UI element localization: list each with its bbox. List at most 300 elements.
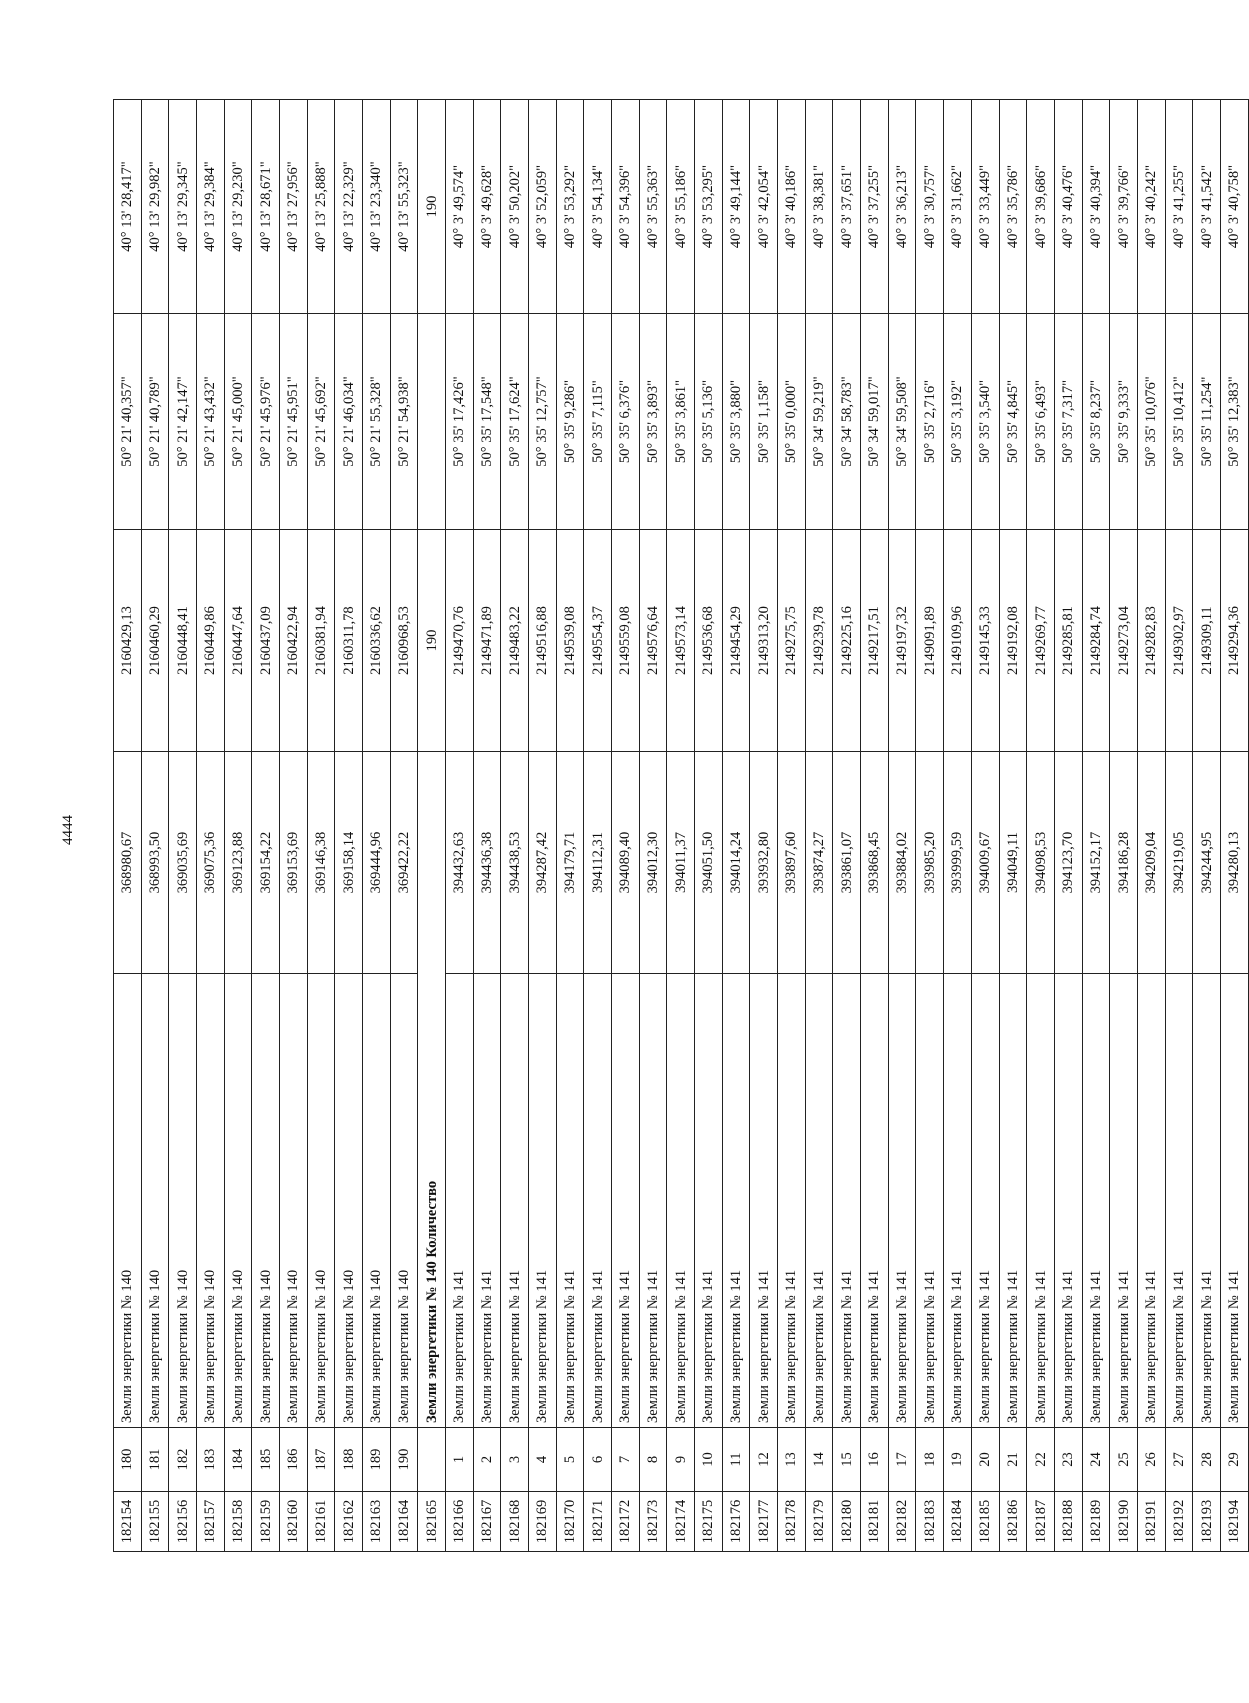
latitude-cell: 50° 35' 11,254" (1193, 314, 1221, 530)
longitude-cell: 40° 3' 50,202" (501, 100, 529, 314)
summary-count-cell: 190 (418, 530, 446, 752)
latitude-cell: 50° 35' 9,333" (1110, 314, 1138, 530)
point-number-cell: 11 (722, 1428, 750, 1492)
longitude-cell: 40° 13' 27,956" (280, 100, 308, 314)
latitude-cell: 50° 35' 10,076" (1137, 314, 1165, 530)
latitude-cell: 50° 35' 17,548" (473, 314, 501, 530)
longitude-cell: 40° 13' 29,230" (224, 100, 252, 314)
point-number-cell: 181 (141, 1428, 169, 1492)
table-row (363, 100, 391, 1552)
latitude-cell: 50° 35' 0,000" (778, 314, 806, 530)
point-number-cell: 19 (944, 1428, 972, 1492)
y-coordinate-cell: 2160968,53 (390, 530, 418, 752)
y-coordinate-cell: 2160437,09 (252, 530, 280, 752)
row-id-cell: 182170 (556, 1492, 584, 1552)
x-coordinate-cell: 368993,50 (141, 752, 169, 974)
x-coordinate-cell: 369075,36 (197, 752, 225, 974)
y-coordinate-cell: 2149109,96 (944, 530, 972, 752)
latitude-cell: 50° 21' 40,789" (141, 314, 169, 530)
longitude-cell: 40° 3' 33,449" (971, 100, 999, 314)
longitude-cell: 40° 13' 55,323" (390, 100, 418, 314)
table-row (390, 100, 418, 1552)
point-number-cell: 188 (335, 1428, 363, 1492)
table-row (252, 100, 280, 1552)
row-id-cell: 182162 (335, 1492, 363, 1552)
row-id-cell: 182175 (695, 1492, 723, 1552)
y-coordinate-cell: 2160381,94 (307, 530, 335, 752)
point-number-cell: 14 (805, 1428, 833, 1492)
latitude-cell: 50° 34' 59,219" (805, 314, 833, 530)
row-id-cell: 182167 (473, 1492, 501, 1552)
table-row (556, 100, 584, 1552)
longitude-cell: 40° 3' 49,144" (722, 100, 750, 314)
summary-label-cell: Земли энергетики № 140 Количество (418, 752, 446, 1428)
land-category-cell: Земли энергетики № 141 (1110, 974, 1138, 1428)
land-category-cell: Земли энергетики № 140 (252, 974, 280, 1428)
latitude-cell: 50° 35' 9,286" (556, 314, 584, 530)
latitude-cell: 50° 35' 7,115" (584, 314, 612, 530)
x-coordinate-cell: 393932,80 (750, 752, 778, 974)
land-category-cell: Земли энергетики № 141 (750, 974, 778, 1428)
land-category-cell: Земли энергетики № 141 (944, 974, 972, 1428)
latitude-cell: 50° 21' 45,976" (252, 314, 280, 530)
land-category-cell: Земли энергетики № 141 (584, 974, 612, 1428)
x-coordinate-cell: 394186,28 (1110, 752, 1138, 974)
table-row (916, 100, 944, 1552)
table-row (473, 100, 501, 1552)
y-coordinate-cell: 2149269,77 (1027, 530, 1055, 752)
land-category-cell: Земли энергетики № 141 (1027, 974, 1055, 1428)
longitude-cell: 40° 3' 49,574" (446, 100, 474, 314)
table-row (307, 100, 335, 1552)
table-row (529, 100, 557, 1552)
row-id-cell: 182186 (999, 1492, 1027, 1552)
longitude-cell: 40° 3' 40,758" (1220, 100, 1248, 314)
table-row (280, 100, 308, 1552)
x-coordinate-cell: 369444,96 (363, 752, 391, 974)
x-coordinate-cell: 393985,20 (916, 752, 944, 974)
y-coordinate-cell: 2149554,37 (584, 530, 612, 752)
land-category-cell: Земли энергетики № 140 (335, 974, 363, 1428)
row-id-cell: 182191 (1137, 1492, 1165, 1552)
x-coordinate-cell: 393868,45 (861, 752, 889, 974)
x-coordinate-cell: 368980,67 (114, 752, 142, 974)
x-coordinate-cell: 394244,95 (1193, 752, 1221, 974)
land-category-cell: Земли энергетики № 141 (1082, 974, 1110, 1428)
latitude-cell: 50° 35' 17,426" (446, 314, 474, 530)
y-coordinate-cell: 2149197,32 (888, 530, 916, 752)
longitude-cell: 40° 3' 42,054" (750, 100, 778, 314)
latitude-cell: 50° 35' 3,192" (944, 314, 972, 530)
longitude-cell: 40° 3' 55,363" (639, 100, 667, 314)
x-coordinate-cell: 394287,42 (529, 752, 557, 974)
row-id-cell: 182163 (363, 1492, 391, 1552)
table-row (1054, 100, 1082, 1552)
longitude-cell: 40° 3' 53,295" (695, 100, 723, 314)
table-row (1165, 100, 1193, 1552)
latitude-cell: 50° 35' 3,893" (639, 314, 667, 530)
y-coordinate-cell: 2149536,68 (695, 530, 723, 752)
row-id-cell: 182172 (612, 1492, 640, 1552)
table-row (667, 100, 695, 1552)
summary-row (418, 100, 446, 1552)
x-coordinate-cell: 394011,37 (667, 752, 695, 974)
land-category-cell: Земли энергетики № 141 (805, 974, 833, 1428)
table-row (612, 100, 640, 1552)
row-id-cell: 182166 (446, 1492, 474, 1552)
latitude-cell: 50° 35' 6,493" (1027, 314, 1055, 530)
table-row (750, 100, 778, 1552)
x-coordinate-cell: 394123,70 (1054, 752, 1082, 974)
y-coordinate-cell: 2160311,78 (335, 530, 363, 752)
latitude-cell: 50° 35' 3,861" (667, 314, 695, 530)
y-coordinate-cell: 2149454,29 (722, 530, 750, 752)
x-coordinate-cell: 394089,40 (612, 752, 640, 974)
table-row (197, 100, 225, 1552)
land-category-cell: Земли энергетики № 141 (473, 974, 501, 1428)
table-row (722, 100, 750, 1552)
x-coordinate-cell: 369035,69 (169, 752, 197, 974)
row-id-cell: 182183 (916, 1492, 944, 1552)
row-id-cell: 182157 (197, 1492, 225, 1552)
y-coordinate-cell: 2149145,33 (971, 530, 999, 752)
point-number-cell: 23 (1054, 1428, 1082, 1492)
row-id-cell: 182178 (778, 1492, 806, 1552)
point-number-cell: 3 (501, 1428, 529, 1492)
table-row (446, 100, 474, 1552)
land-category-cell: Земли энергетики № 141 (971, 974, 999, 1428)
land-category-cell: Земли энергетики № 141 (639, 974, 667, 1428)
row-id-cell: 182171 (584, 1492, 612, 1552)
table-row (141, 100, 169, 1552)
y-coordinate-cell: 2160447,64 (224, 530, 252, 752)
table-row (999, 100, 1027, 1552)
row-id-cell: 182185 (971, 1492, 999, 1552)
point-number-cell: 2 (473, 1428, 501, 1492)
land-category-cell: Земли энергетики № 141 (833, 974, 861, 1428)
point-number-cell: 12 (750, 1428, 778, 1492)
x-coordinate-cell: 394009,67 (971, 752, 999, 974)
row-id-cell: 182190 (1110, 1492, 1138, 1552)
page-number: 4444 (60, 815, 76, 845)
longitude-cell: 40° 3' 38,381" (805, 100, 833, 314)
latitude-cell: 50° 35' 17,624" (501, 314, 529, 530)
x-coordinate-cell: 393999,59 (944, 752, 972, 974)
y-coordinate-cell: 2149294,36 (1220, 530, 1248, 752)
land-category-cell: Земли энергетики № 141 (501, 974, 529, 1428)
table-row (1027, 100, 1055, 1552)
longitude-cell: 40° 3' 30,757" (916, 100, 944, 314)
point-number-cell: 29 (1220, 1428, 1248, 1492)
x-coordinate-cell: 394051,50 (695, 752, 723, 974)
point-number-cell: 180 (114, 1428, 142, 1492)
coordinates-table (113, 99, 1249, 1552)
table-row (169, 100, 197, 1552)
row-id-cell: 182158 (224, 1492, 252, 1552)
row-id-cell: 182173 (639, 1492, 667, 1552)
longitude-cell: 40° 13' 22,329" (335, 100, 363, 314)
summary-count-cell: 190 (418, 100, 446, 314)
point-number-cell: 26 (1137, 1428, 1165, 1492)
land-category-cell: Земли энергетики № 141 (999, 974, 1027, 1428)
longitude-cell: 40° 3' 37,255" (861, 100, 889, 314)
table-row (833, 100, 861, 1552)
row-id-cell: 182165 (418, 1492, 446, 1552)
land-category-cell: Земли энергетики № 140 (280, 974, 308, 1428)
longitude-cell: 40° 3' 49,628" (473, 100, 501, 314)
row-id-cell: 182182 (888, 1492, 916, 1552)
x-coordinate-cell: 369154,22 (252, 752, 280, 974)
longitude-cell: 40° 3' 39,766" (1110, 100, 1138, 314)
point-number-cell: 187 (307, 1428, 335, 1492)
longitude-cell: 40° 3' 40,476" (1054, 100, 1082, 314)
land-category-cell: Земли энергетики № 141 (1220, 974, 1248, 1428)
longitude-cell: 40° 3' 41,255" (1165, 100, 1193, 314)
x-coordinate-cell: 394209,04 (1137, 752, 1165, 974)
y-coordinate-cell: 2149516,88 (529, 530, 557, 752)
y-coordinate-cell: 2160460,29 (141, 530, 169, 752)
y-coordinate-cell: 2149217,51 (861, 530, 889, 752)
point-number-cell: 1 (446, 1428, 474, 1492)
point-number-cell: 182 (169, 1428, 197, 1492)
row-id-cell: 182168 (501, 1492, 529, 1552)
land-category-cell: Земли энергетики № 141 (529, 974, 557, 1428)
land-category-cell: Земли энергетики № 140 (390, 974, 418, 1428)
longitude-cell: 40° 3' 52,059" (529, 100, 557, 314)
land-category-cell: Земли энергетики № 140 (169, 974, 197, 1428)
y-coordinate-cell: 2149285,81 (1054, 530, 1082, 752)
row-id-cell: 182154 (114, 1492, 142, 1552)
land-category-cell: Земли энергетики № 141 (667, 974, 695, 1428)
land-category-cell: Земли энергетики № 141 (888, 974, 916, 1428)
table-row (805, 100, 833, 1552)
y-coordinate-cell: 2149483,22 (501, 530, 529, 752)
point-number-cell: 15 (833, 1428, 861, 1492)
land-category-cell: Земли энергетики № 141 (1054, 974, 1082, 1428)
x-coordinate-cell: 393884,02 (888, 752, 916, 974)
longitude-cell: 40° 3' 40,242" (1137, 100, 1165, 314)
row-id-cell: 182187 (1027, 1492, 1055, 1552)
latitude-cell: 50° 21' 45,951" (280, 314, 308, 530)
longitude-cell: 40° 13' 28,417" (114, 100, 142, 314)
point-number-cell: 190 (390, 1428, 418, 1492)
y-coordinate-cell: 2149576,64 (639, 530, 667, 752)
latitude-cell: 50° 35' 10,412" (1165, 314, 1193, 530)
point-number-cell: 6 (584, 1428, 612, 1492)
latitude-cell: 50° 21' 54,938" (390, 314, 418, 530)
y-coordinate-cell: 2149471,89 (473, 530, 501, 752)
point-number-cell: 186 (280, 1428, 308, 1492)
row-id-cell: 182164 (390, 1492, 418, 1552)
x-coordinate-cell: 394012,30 (639, 752, 667, 974)
table-row (114, 100, 142, 1552)
land-category-cell: Земли энергетики № 141 (722, 974, 750, 1428)
land-category-cell: Земли энергетики № 141 (612, 974, 640, 1428)
row-id-cell: 182192 (1165, 1492, 1193, 1552)
table-row (639, 100, 667, 1552)
table-row (1082, 100, 1110, 1552)
land-category-cell: Земли энергетики № 141 (446, 974, 474, 1428)
longitude-cell: 40° 13' 29,384" (197, 100, 225, 314)
point-number-cell: 184 (224, 1428, 252, 1492)
x-coordinate-cell: 393874,27 (805, 752, 833, 974)
longitude-cell: 40° 3' 36,213" (888, 100, 916, 314)
latitude-cell: 50° 35' 12,757" (529, 314, 557, 530)
point-number-cell (418, 1428, 446, 1492)
row-id-cell: 182155 (141, 1492, 169, 1552)
land-category-cell: Земли энергетики № 141 (1165, 974, 1193, 1428)
x-coordinate-cell: 369158,14 (335, 752, 363, 974)
y-coordinate-cell: 2149275,75 (778, 530, 806, 752)
table-body (114, 100, 1249, 1552)
longitude-cell: 40° 3' 54,134" (584, 100, 612, 314)
point-number-cell: 5 (556, 1428, 584, 1492)
x-coordinate-cell: 393897,60 (778, 752, 806, 974)
land-category-cell: Земли энергетики № 141 (861, 974, 889, 1428)
point-number-cell: 8 (639, 1428, 667, 1492)
x-coordinate-cell: 394112,31 (584, 752, 612, 974)
point-number-cell: 28 (1193, 1428, 1221, 1492)
point-number-cell: 7 (612, 1428, 640, 1492)
longitude-cell: 40° 3' 54,396" (612, 100, 640, 314)
x-coordinate-cell: 394436,38 (473, 752, 501, 974)
x-coordinate-cell: 394152,17 (1082, 752, 1110, 974)
point-number-cell: 189 (363, 1428, 391, 1492)
point-number-cell: 22 (1027, 1428, 1055, 1492)
latitude-cell: 50° 35' 4,845" (999, 314, 1027, 530)
table-row (1110, 100, 1138, 1552)
table-row (224, 100, 252, 1552)
land-category-cell: Земли энергетики № 141 (1137, 974, 1165, 1428)
latitude-cell: 50° 35' 3,880" (722, 314, 750, 530)
land-category-cell: Земли энергетики № 141 (695, 974, 723, 1428)
longitude-cell: 40° 3' 55,186" (667, 100, 695, 314)
point-number-cell: 20 (971, 1428, 999, 1492)
y-coordinate-cell: 2160422,94 (280, 530, 308, 752)
row-id-cell: 182176 (722, 1492, 750, 1552)
y-coordinate-cell: 2149302,97 (1165, 530, 1193, 752)
row-id-cell: 182181 (861, 1492, 889, 1552)
row-id-cell: 182180 (833, 1492, 861, 1552)
y-coordinate-cell: 2160449,86 (197, 530, 225, 752)
point-number-cell: 24 (1082, 1428, 1110, 1492)
longitude-cell: 40° 3' 40,186" (778, 100, 806, 314)
y-coordinate-cell: 2149091,89 (916, 530, 944, 752)
table-row (1193, 100, 1221, 1552)
row-id-cell: 182194 (1220, 1492, 1248, 1552)
x-coordinate-cell: 394014,24 (722, 752, 750, 974)
longitude-cell: 40° 3' 39,686" (1027, 100, 1055, 314)
latitude-cell: 50° 35' 6,376" (612, 314, 640, 530)
latitude-cell: 50° 21' 43,432" (197, 314, 225, 530)
y-coordinate-cell: 2160429,13 (114, 530, 142, 752)
x-coordinate-cell: 394280,13 (1220, 752, 1248, 974)
coordinates-table-container (113, 100, 1249, 1552)
longitude-cell: 40° 13' 29,345" (169, 100, 197, 314)
latitude-cell: 50° 35' 2,716" (916, 314, 944, 530)
row-id-cell: 182156 (169, 1492, 197, 1552)
point-number-cell: 10 (695, 1428, 723, 1492)
x-coordinate-cell: 394179,71 (556, 752, 584, 974)
y-coordinate-cell: 2149192,08 (999, 530, 1027, 752)
point-number-cell: 18 (916, 1428, 944, 1492)
table-row (1220, 100, 1248, 1552)
row-id-cell: 182160 (280, 1492, 308, 1552)
row-id-cell: 182169 (529, 1492, 557, 1552)
latitude-cell: 50° 21' 55,328" (363, 314, 391, 530)
y-coordinate-cell: 2149225,16 (833, 530, 861, 752)
point-number-cell: 21 (999, 1428, 1027, 1492)
x-coordinate-cell: 394432,63 (446, 752, 474, 974)
latitude-cell: 50° 21' 45,692" (307, 314, 335, 530)
x-coordinate-cell: 394219,05 (1165, 752, 1193, 974)
row-id-cell: 182174 (667, 1492, 695, 1552)
land-category-cell: Земли энергетики № 141 (916, 974, 944, 1428)
point-number-cell: 4 (529, 1428, 557, 1492)
y-coordinate-cell: 2149282,83 (1137, 530, 1165, 752)
y-coordinate-cell: 2149284,74 (1082, 530, 1110, 752)
longitude-cell: 40° 3' 40,394" (1082, 100, 1110, 314)
land-category-cell: Земли энергетики № 140 (363, 974, 391, 1428)
point-number-cell: 17 (888, 1428, 916, 1492)
x-coordinate-cell: 393861,07 (833, 752, 861, 974)
y-coordinate-cell: 2160336,62 (363, 530, 391, 752)
longitude-cell: 40° 3' 53,292" (556, 100, 584, 314)
point-number-cell: 27 (1165, 1428, 1193, 1492)
table-row (335, 100, 363, 1552)
table-row (501, 100, 529, 1552)
row-id-cell: 182189 (1082, 1492, 1110, 1552)
land-category-cell: Земли энергетики № 140 (224, 974, 252, 1428)
latitude-cell: 50° 34' 58,783" (833, 314, 861, 530)
land-category-cell: Земли энергетики № 141 (556, 974, 584, 1428)
land-category-cell: Земли энергетики № 140 (141, 974, 169, 1428)
land-category-cell: Земли энергетики № 140 (307, 974, 335, 1428)
latitude-cell: 50° 21' 46,034" (335, 314, 363, 530)
land-category-cell: Земли энергетики № 141 (778, 974, 806, 1428)
y-coordinate-cell: 2149539,08 (556, 530, 584, 752)
point-number-cell: 183 (197, 1428, 225, 1492)
point-number-cell: 16 (861, 1428, 889, 1492)
longitude-cell: 40° 13' 28,671" (252, 100, 280, 314)
y-coordinate-cell: 2149573,14 (667, 530, 695, 752)
latitude-cell: 50° 35' 12,383" (1220, 314, 1248, 530)
x-coordinate-cell: 369153,69 (280, 752, 308, 974)
point-number-cell: 13 (778, 1428, 806, 1492)
table-row (584, 100, 612, 1552)
y-coordinate-cell: 2160448,41 (169, 530, 197, 752)
y-coordinate-cell: 2149559,08 (612, 530, 640, 752)
longitude-cell: 40° 13' 23,340" (363, 100, 391, 314)
land-category-cell: Земли энергетики № 141 (1193, 974, 1221, 1428)
longitude-cell: 40° 3' 37,651" (833, 100, 861, 314)
latitude-cell (418, 314, 446, 530)
x-coordinate-cell: 394098,53 (1027, 752, 1055, 974)
latitude-cell: 50° 34' 59,017" (861, 314, 889, 530)
table-row (971, 100, 999, 1552)
table-row (695, 100, 723, 1552)
table-row (778, 100, 806, 1552)
y-coordinate-cell: 2149273,04 (1110, 530, 1138, 752)
row-id-cell: 182188 (1054, 1492, 1082, 1552)
table-row (1137, 100, 1165, 1552)
longitude-cell: 40° 13' 25,888" (307, 100, 335, 314)
row-id-cell: 182193 (1193, 1492, 1221, 1552)
latitude-cell: 50° 35' 3,540" (971, 314, 999, 530)
latitude-cell: 50° 21' 42,147" (169, 314, 197, 530)
y-coordinate-cell: 2149470,76 (446, 530, 474, 752)
longitude-cell: 40° 13' 29,982" (141, 100, 169, 314)
